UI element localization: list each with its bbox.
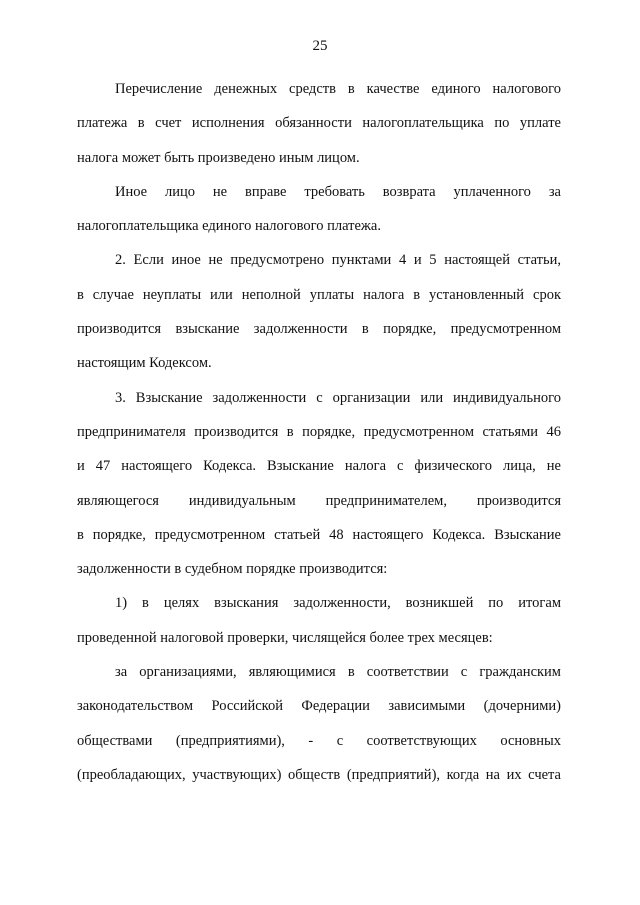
text-line: Иное лицо не вправе требовать возврата уплаченного за bbox=[115, 183, 561, 200]
text-line: Перечисление денежных средств в качестве единого налогового bbox=[115, 81, 561, 97]
paragraph-clause-3 bbox=[77, 381, 561, 587]
document-body bbox=[77, 72, 561, 792]
paragraph-clause-2 bbox=[77, 243, 561, 380]
text-line: законодательством Российской Федерации зависимыми (дочерними) bbox=[77, 698, 561, 715]
text-line: налогоплательщика единого налогового платежа. bbox=[77, 218, 381, 235]
text-line: проведенной налоговой проверки, числящейся более трех месяцев: bbox=[77, 629, 493, 646]
text-line: налога может быть произведено иным лицом. bbox=[77, 149, 360, 166]
paragraph-transfer-by-other-person bbox=[77, 72, 561, 175]
text-line: предпринимателя производится в порядке, предусмотренном статьями 46 bbox=[77, 423, 561, 440]
text-line: в случае неуплаты или неполной уплаты налога в установленный срок bbox=[77, 286, 561, 303]
text-line: задолженности в судебном порядке производится: bbox=[77, 561, 388, 578]
text-line: 1) в целях взыскания задолженности, возникшей по итогам bbox=[115, 595, 561, 612]
paragraph-subclause-1 bbox=[77, 586, 561, 655]
text-line: настоящим Кодексом. bbox=[77, 355, 212, 372]
text-line: (преобладающих, участвующих) обществ (предприятий), когда на их счета bbox=[77, 766, 561, 783]
text-line: 2. Если иное не предусмотрено пунктами 4 и 5 настоящей статьи, bbox=[115, 252, 561, 269]
text-line: и 47 настоящего Кодекса. Взыскание налога с физического лица, не bbox=[77, 458, 561, 475]
text-line: платежа в счет исполнения обязанности налогоплательщика по уплате bbox=[77, 115, 561, 132]
paragraph-no-refund-claim bbox=[77, 175, 561, 244]
paragraph-dependent-companies bbox=[77, 655, 561, 792]
page-number: 25 bbox=[312, 38, 328, 54]
text-line: обществами (предприятиями), - с соответствующих основных bbox=[77, 732, 561, 749]
text-line: в порядке, предусмотренном статьей 48 настоящего Кодекса. Взыскание bbox=[77, 526, 561, 543]
text-line: производится взыскание задолженности в порядке, предусмотренном bbox=[77, 321, 561, 338]
text-line: являющегося индивидуальным предпринимателем, производится bbox=[77, 492, 561, 509]
text-line: за организациями, являющимися в соответствии с гражданским bbox=[115, 664, 561, 681]
text-line: 3. Взыскание задолженности с организации или индивидуального bbox=[115, 389, 561, 406]
